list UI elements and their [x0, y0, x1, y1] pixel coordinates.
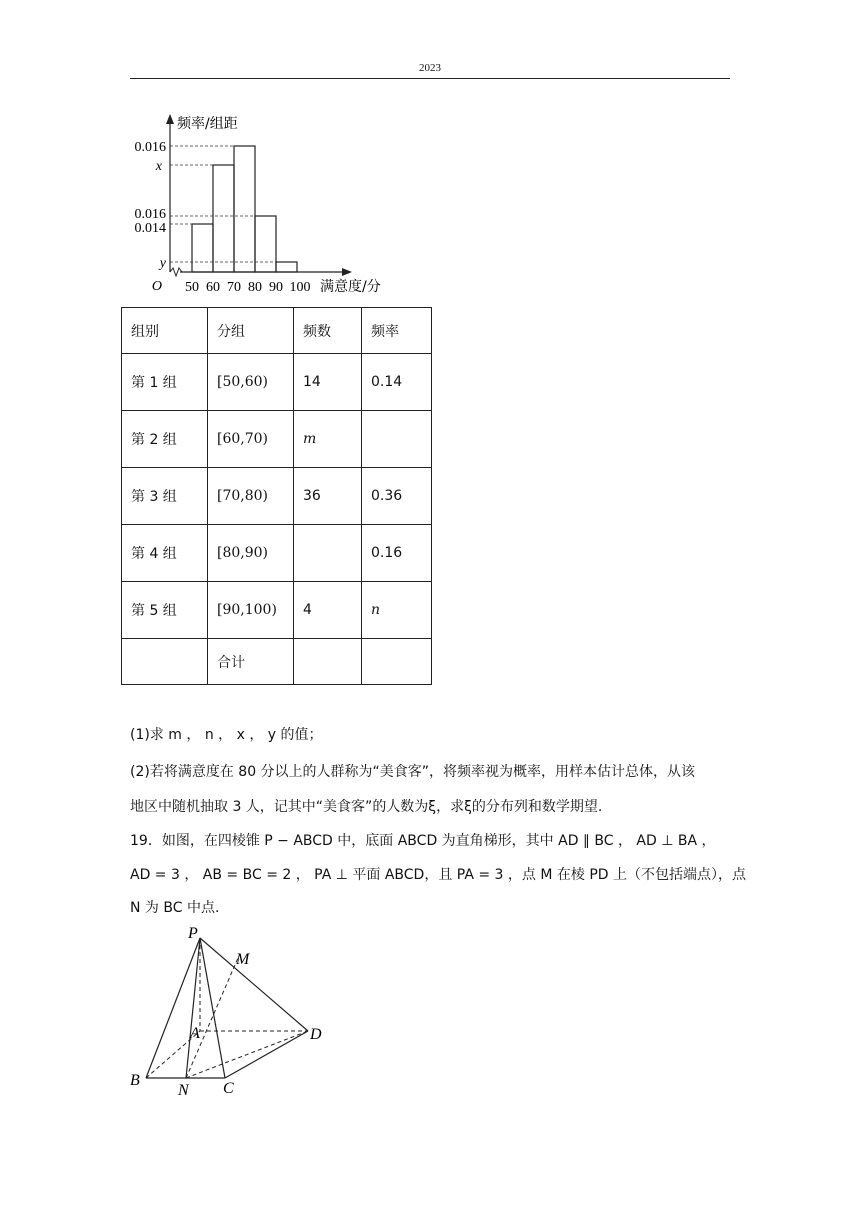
y-tick-y: y	[159, 256, 166, 271]
table-row	[122, 525, 432, 582]
y-tick-x: x	[155, 159, 162, 174]
y-tick-0016: 0.016	[134, 207, 166, 222]
table-row	[122, 354, 432, 411]
bar-70-80	[234, 146, 255, 272]
label-P: P	[188, 925, 198, 942]
table-total-row	[122, 639, 432, 685]
label-C: C	[223, 1080, 234, 1097]
header-group: 组别	[122, 308, 208, 354]
table-row	[122, 411, 432, 468]
cell-count: 36	[294, 468, 362, 525]
origin-label: O	[151, 279, 162, 294]
frequency-histogram	[120, 110, 410, 300]
question-2-line-2: 地区中随机抽取 3 人，记其中“美食客”的人数为ξ，求ξ的分布列和数学期望.	[130, 799, 603, 815]
x-tick-50: 50	[185, 280, 199, 295]
cell-interval: [60,70)	[208, 411, 294, 468]
question-1: (1)求 m ， n ， x ， y 的值；	[130, 727, 323, 743]
table-row	[122, 468, 432, 525]
cell-interval: [80,90)	[208, 525, 294, 582]
cell-frequency: 0.36	[362, 468, 432, 525]
page-header-year: 2023	[419, 62, 441, 74]
label-N: N	[178, 1082, 189, 1099]
frequency-table	[121, 307, 432, 685]
cell-count	[294, 525, 362, 582]
x-axis-arrow	[342, 268, 352, 276]
cell-group: 第 3 组	[122, 468, 208, 525]
header-frequency: 频率	[362, 308, 432, 354]
edge-PB	[146, 938, 200, 1078]
label-M: M	[236, 951, 250, 968]
x-tick-70: 70	[227, 280, 241, 295]
cell-count	[294, 639, 362, 685]
label-A: A	[190, 1025, 200, 1042]
cell-count: m	[294, 411, 362, 468]
x-tick-90: 90	[269, 280, 283, 295]
edge-ND	[186, 1031, 308, 1078]
question-2-line-1: (2)若将满意度在 80 分以上的人群称为“美食客”，将频率视为概率，用样本估计总体，从该	[130, 764, 696, 780]
cell-group: 第 4 组	[122, 525, 208, 582]
cell-interval: [70,80)	[208, 468, 294, 525]
header-interval: 分组	[208, 308, 294, 354]
problem-19-line-3: N 为 BC 中点.	[130, 900, 220, 916]
cell-frequency	[362, 639, 432, 685]
edge-PC	[200, 938, 225, 1078]
table-header-row	[122, 308, 432, 354]
problem-19-line-2: AD = 3 ， AB = BC = 2 ， PA ⊥ 平面 ABCD，且 PA = 3 ，点 M 在棱 PD 上（不包括端点），点	[130, 867, 747, 883]
cell-frequency: 0.16	[362, 525, 432, 582]
cell-total-label: 合计	[208, 639, 294, 685]
edge-PN	[186, 938, 200, 1078]
label-D: D	[310, 1026, 322, 1043]
header-count: 频数	[294, 308, 362, 354]
cell-group: 第 2 组	[122, 411, 208, 468]
table-row	[122, 582, 432, 639]
cell-count: 4	[294, 582, 362, 639]
cell-frequency: n	[362, 582, 432, 639]
cell-interval: [50,60)	[208, 354, 294, 411]
cell-frequency: 0.14	[362, 354, 432, 411]
bar-60-70	[213, 165, 234, 272]
y-tick-0014: 0.014	[134, 221, 166, 236]
x-tick-60: 60	[206, 280, 220, 295]
cell-count: 14	[294, 354, 362, 411]
bar-50-60	[192, 224, 213, 272]
y-axis-arrow	[166, 114, 174, 124]
edge-NM	[186, 958, 238, 1078]
y-tick-0016-top: 0.016	[134, 140, 166, 155]
pyramid-figure	[126, 920, 336, 1100]
cell-group	[122, 639, 208, 685]
header-rule	[130, 78, 730, 79]
edge-CD	[225, 1031, 308, 1078]
cell-interval: [90,100)	[208, 582, 294, 639]
guide-lines	[170, 146, 276, 262]
cell-group: 第 1 组	[122, 354, 208, 411]
cell-frequency	[362, 411, 432, 468]
problem-19-line-1: 19．如图，在四棱锥 P − ABCD 中，底面 ABCD 为直角梯形，其中 AD ∥ BC ， AD ⊥ BA ，	[130, 833, 716, 849]
x-axis-label: 满意度/分	[320, 279, 381, 295]
bar-90-100	[276, 262, 297, 272]
y-axis-label: 频率/组距	[177, 116, 238, 132]
x-tick-80: 80	[248, 280, 262, 295]
cell-group: 第 5 组	[122, 582, 208, 639]
x-tick-100: 100	[289, 280, 311, 295]
label-B: B	[130, 1072, 140, 1089]
bar-80-90	[255, 216, 276, 272]
edge-PD	[200, 938, 308, 1031]
